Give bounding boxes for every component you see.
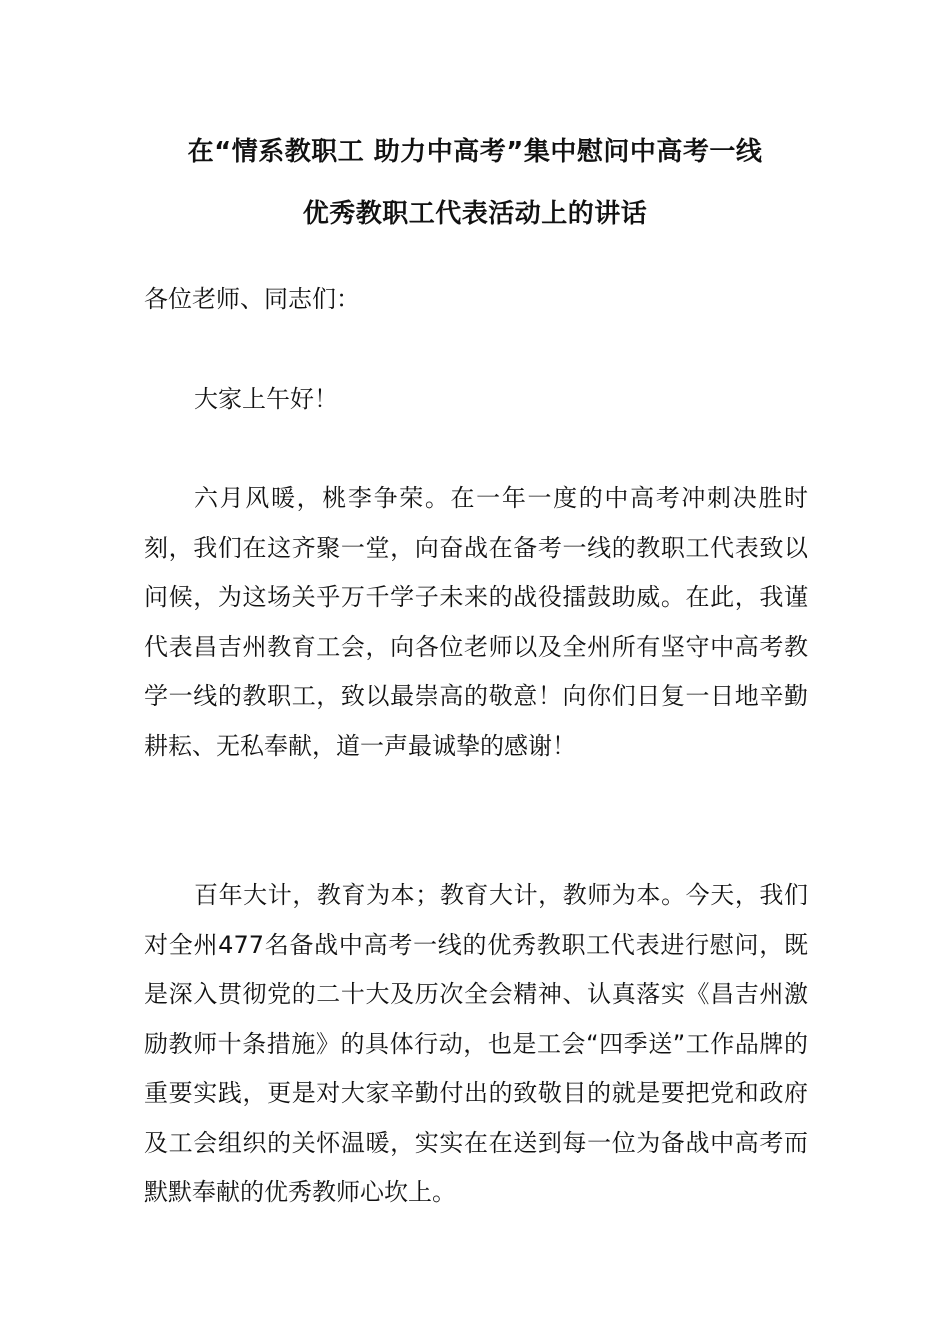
- document-title: [110, 121, 840, 245]
- salutation: 各位老师、同志们：: [144, 285, 360, 313]
- paragraph-opening: 六月风暖，桃李争荣。在一年一度的中高考冲刺决胜时刻，我们在这齐聚一堂，向奋战在备考一线的教职工代表致以问候，为这场关乎万千学子未来的战役擂鼓助威。在此，我谨代表昌吉州教育工会，向各位老师以及全州所有坚守中高考教学一线的教职工，致以最崇高的敬意！向你们日复一日地辛勤耕耘、无私奉献，道一声最诚挚的感谢！: [144, 484, 808, 760]
- title-line-1: 在“情系教职工 助力中高考”集中慰问中高考一线: [187, 137, 763, 167]
- paragraph-greeting: 大家上午好！: [194, 385, 338, 413]
- title-line-2: 优秀教职工代表活动上的讲话: [302, 199, 648, 229]
- paragraph-education: 百年大计，教育为本；教育大计，教师为本。今天，我们对全州477名备战中高考一线的优秀教职工代表进行慰问，既是深入贯彻党的二十大及历次全会精神、认真落实《昌吉州激励教师十条措施》的具体行动，也是工会“四季送”工作品牌的重要实践，更是对大家辛勤付出的致敬目的就是要把党和政府及工会组织的关怀温暖，实实在在送到每一位为备战中高考而默默奉献的优秀教师心坎上。: [144, 881, 808, 1206]
